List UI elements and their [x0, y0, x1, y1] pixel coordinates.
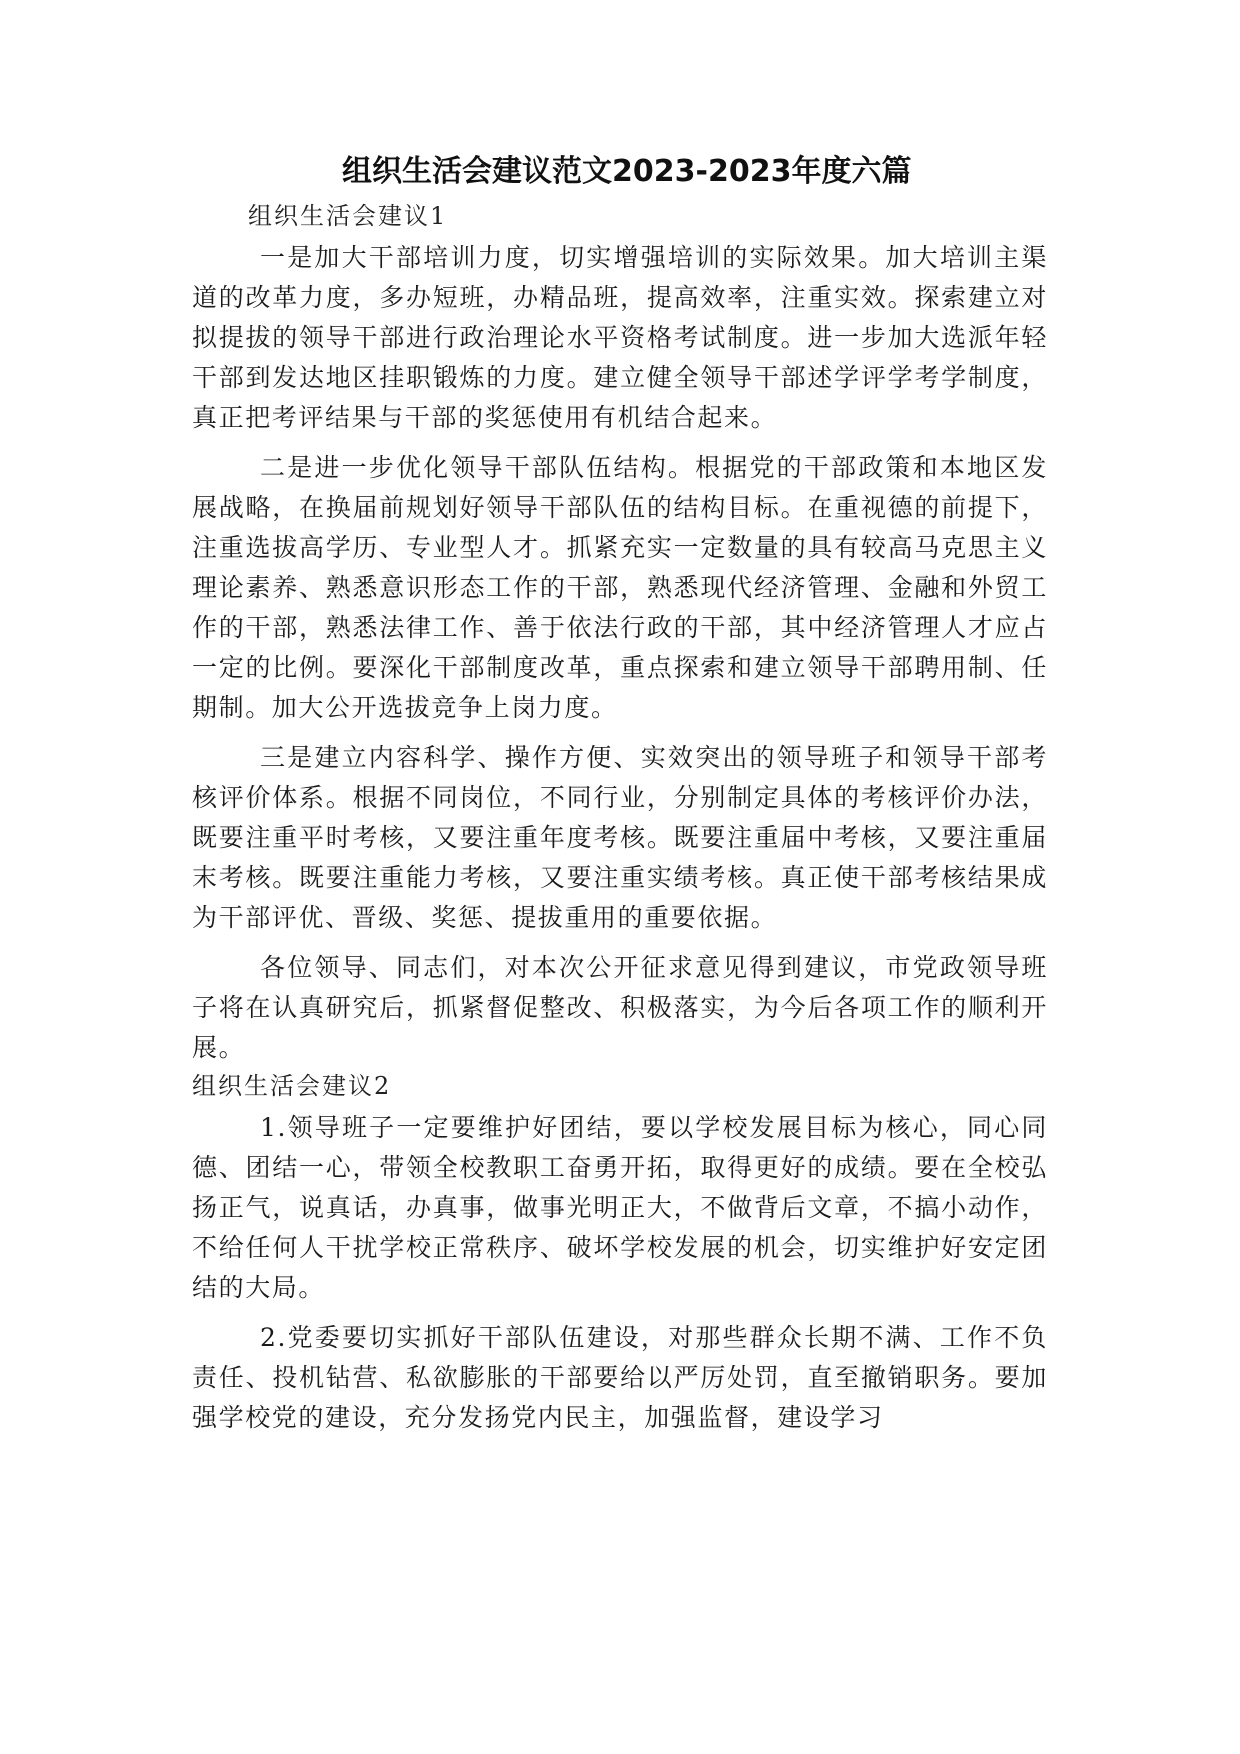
paragraph: 二是进一步优化领导干部队伍结构。根据党的干部政策和本地区发展战略，在换届前规划好领导干部队伍的结构目标。在重视德的前提下，注重选拔高学历、专业型人才。抓紧充实一定数量的具有较高马克思主义理论素养、熟悉意识形态工作的干部，熟悉现代经济管理、金融和外贸工作的干部，熟悉法律工作、善于依法行政的干部，其中经济管理人才应占一定的比例。要深化干部制度改革，重点探索和建立领导干部聘用制、任期制。加大公开选拔竞争上岗力度。 [192, 453, 1048, 722]
section-heading: 组织生活会建议2 [192, 1072, 392, 1100]
document-page [192, 150, 1048, 1438]
section-1 [192, 198, 1048, 1068]
section-2 [192, 1068, 1048, 1438]
document-title: 组织生活会建议范文2023-2023年度六篇 [342, 154, 912, 189]
paragraph: 2.党委要切实抓好干部队伍建设，对那些群众长期不满、工作不负责任、投机钻营、私欲膨胀的干部要给以严厉处罚，直至撤销职务。要加强学校党的建设，充分发扬党内民主，加强监督，建设学习 [192, 1323, 1048, 1432]
paragraph: 1.领导班子一定要维护好团结，要以学校发展目标为核心，同心同德、团结一心，带领全校教职工奋勇开拓，取得更好的成绩。要在全校弘扬正气，说真话，办真事，做事光明正大，不做背后文章，不搞小动作，不给任何人干扰学校正常秩序、破坏学校发展的机会，切实维护好安定团结的大局。 [192, 1113, 1048, 1302]
section-heading: 组织生活会建议1 [248, 202, 448, 230]
paragraph: 各位领导、同志们，对本次公开征求意见得到建议，市党政领导班子将在认真研究后，抓紧督促整改、积极落实，为今后各项工作的顺利开展。 [192, 953, 1048, 1062]
paragraph: 一是加大干部培训力度，切实增强培训的实际效果。加大培训主渠道的改革力度，多办短班，办精品班，提高效率，注重实效。探索建立对拟提拔的领导干部进行政治理论水平资格考试制度。进一步加大选派年轻干部到发达地区挂职锻炼的力度。建立健全领导干部述学评学考学制度，真正把考评结果与干部的奖惩使用有机结合起来。 [192, 243, 1048, 432]
paragraph: 三是建立内容科学、操作方便、实效突出的领导班子和领导干部考核评价体系。根据不同岗位，不同行业，分别制定具体的考核评价办法，既要注重平时考核，又要注重年度考核。既要注重届中考核，又要注重届末考核。既要注重能力考核，又要注重实绩考核。真正使干部考核结果成为干部评优、晋级、奖惩、提拔重用的重要依据。 [192, 743, 1048, 932]
